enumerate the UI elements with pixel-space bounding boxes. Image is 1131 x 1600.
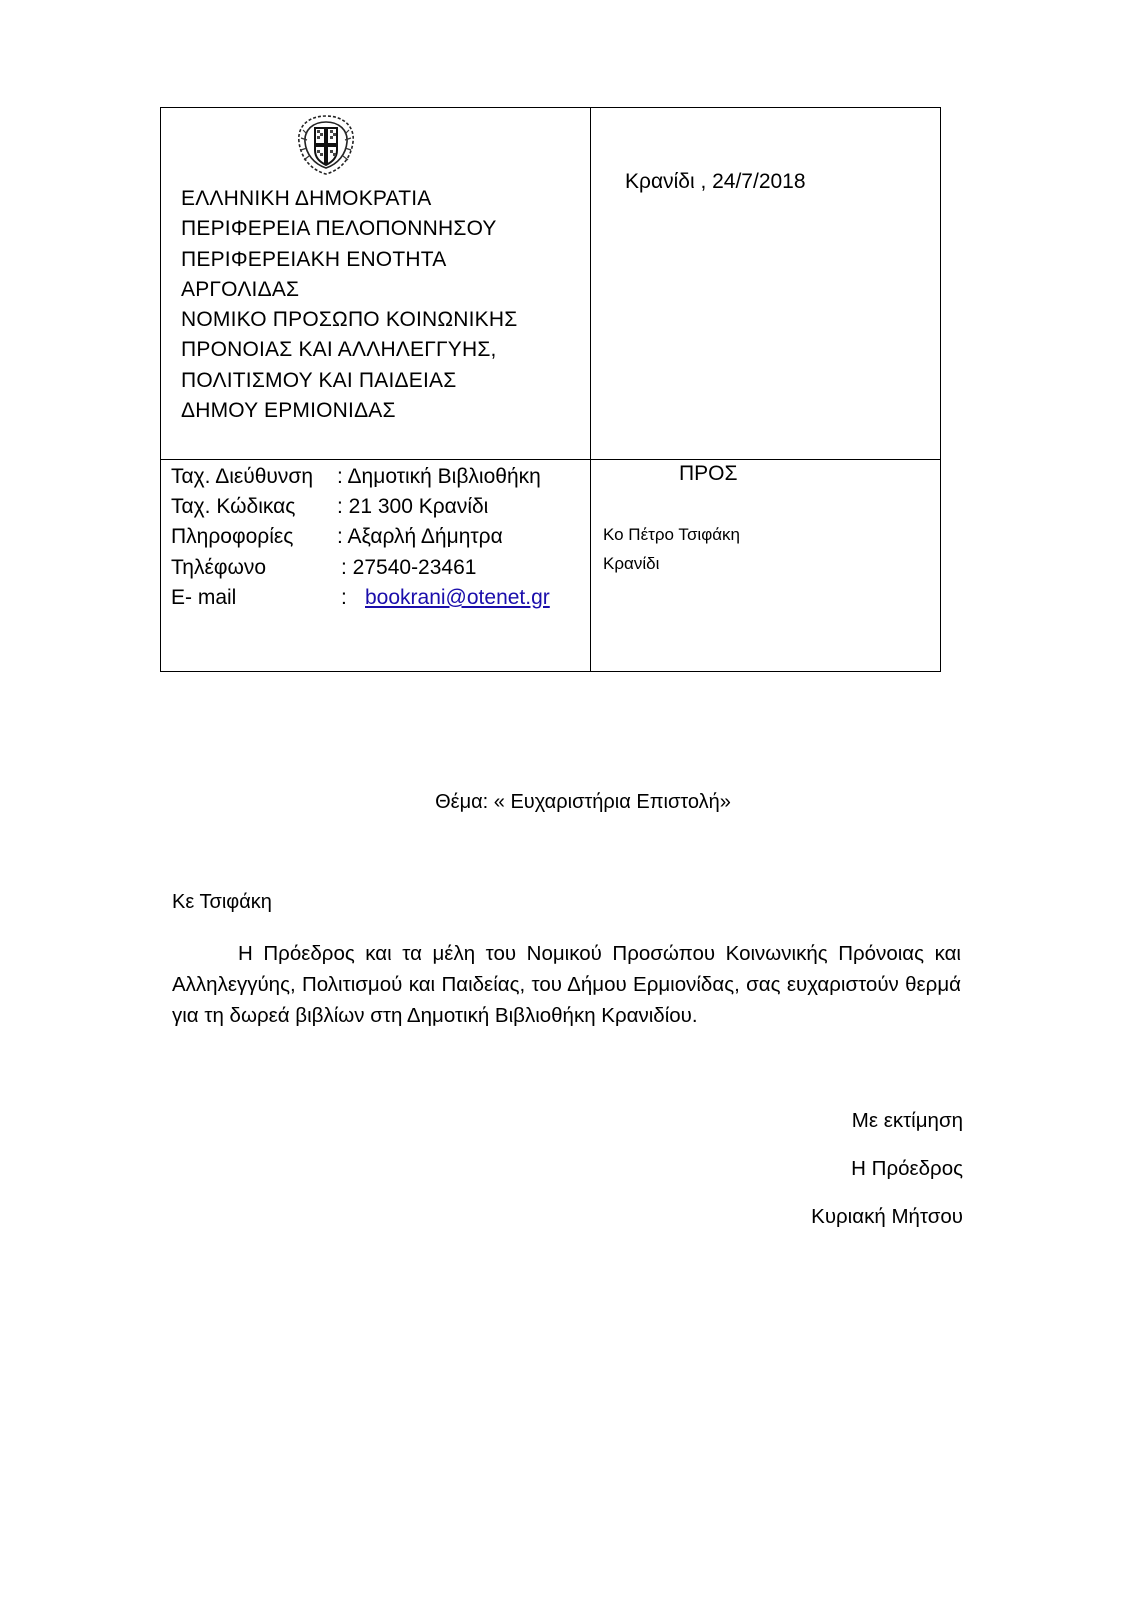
signatory-name: Κυριακή Μήτσου	[811, 1205, 963, 1228]
signatory-title: Η Πρόεδρος	[851, 1157, 963, 1180]
address-label: Ταχ. Διεύθυνση	[171, 465, 314, 488]
table-divider-vertical	[590, 108, 591, 671]
letter-salutation: Κε Τσιφάκη	[172, 891, 272, 913]
org-line: ΑΡΓΟΛΙΔΑΣ	[181, 277, 300, 301]
org-line: ΝΟΜΙΚΟ ΠΡΟΣΩΠΟ ΚΟΙΝΩΝΙΚΗΣ	[181, 308, 518, 332]
recipient-city: Κρανίδι	[603, 554, 660, 573]
table-divider-horizontal	[161, 459, 940, 460]
email-colon: :	[341, 585, 347, 609]
postal-value: : 21 300 Κρανίδι	[337, 495, 489, 519]
issuing-organization	[181, 184, 517, 426]
phone-value: : 27540-23461	[341, 555, 477, 579]
recipient-block	[603, 520, 740, 578]
org-line: ΠΡΟΝΟΙΑΣ ΚΑΙ ΑΛΛΗΛΕΓΓΥΗΣ,	[181, 338, 497, 362]
letter-body: Η Πρόεδρος και τα μέλη του Νομικού Προσώπου Κοινωνικής Πρόνοιας και Αλληλεγγύης, Πολιτισμού και Παιδείας, του Δήμου Ερμιονίδας, σας ευχαριστούν θερμά για τη δωρεά βιβλίων στη Δημοτική Βιβλιοθήκη Κρανιδίου.	[172, 942, 961, 1027]
email-label: E- mail	[171, 585, 237, 609]
address-value: : Δημοτική Βιβλιοθήκη	[337, 465, 541, 488]
phone-label: Τηλέφωνο	[171, 555, 267, 579]
org-line: ΠΟΛΙΤΙΣΜΟΥ ΚΑΙ ΠΑΙΔΕΙΑΣ	[181, 368, 457, 392]
info-label: Πληροφορίες	[171, 525, 294, 549]
org-line: ΔΗΜΟΥ ΕΡΜΙΟΝΙΔΑΣ	[181, 399, 396, 423]
letterhead-table	[160, 107, 941, 672]
email-link[interactable]: bookrani@otenet.gr	[365, 585, 550, 609]
letter-closing-block	[811, 1097, 963, 1241]
info-value: : Αξαρλή Δήμητρα	[337, 525, 503, 549]
letter-date: Κρανίδι , 24/7/2018	[625, 170, 806, 193]
closing-phrase: Με εκτίμηση	[851, 1109, 963, 1132]
postal-label: Ταχ. Κώδικας	[171, 495, 296, 519]
recipient-name: Κο Πέτρο Τσιφάκη	[603, 525, 741, 544]
letter-subject: Θέμα: « Ευχαριστήρια Επιστολή»	[435, 791, 731, 813]
greek-coat-of-arms-icon	[291, 112, 361, 178]
org-line: ΕΛΛΗΝΙΚΗ ΔΗΜΟΚΡΑΤΙΑ	[181, 187, 432, 210]
to-label: ΠΡΟΣ	[679, 462, 738, 485]
org-line: ΠΕΡΙΦΕΡΕΙΑ ΠΕΛΟΠΟΝΝΗΣΟΥ	[181, 217, 497, 241]
org-line: ΠΕΡΙΦΕΡΕΙΑΚΗ ΕΝΟΤΗΤΑ	[181, 247, 447, 271]
